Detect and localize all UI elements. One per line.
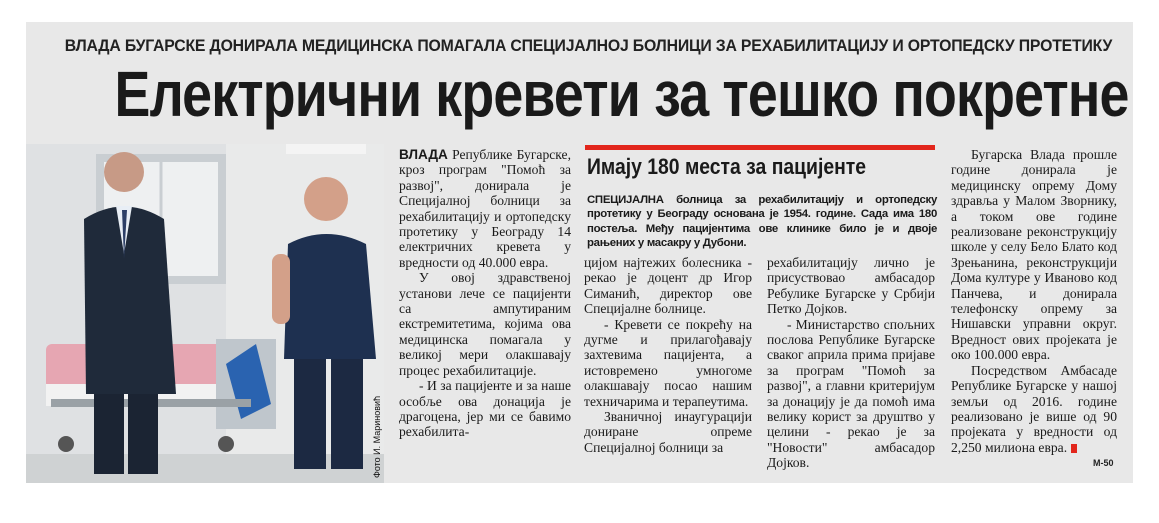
sidebar-text: СПЕЦИЈАЛНА болница за рехабилитацију и ортопедску протетику у Београду основана је 1954. године. Сада има 180 постеља. Међу пацијентима ове клинике било је и двоје рањених у масакру у Дубони.: [587, 194, 937, 250]
col2-paragraph-1: цијом најтежих болесника - рекао је доцент др Игор Симанић, директор ове Специјалне болнице.: [584, 255, 752, 317]
col4-paragraph-1: Бугарска Влада прошле године донирала је медицинску опрему Дому здравља у Малом Зворнику, а током ове године реализоване реконструкцију школе у селу Бело Блато код Зрењанина, реконструкцији Дома културе у Ивановo код Панчева, и донирала телефонску опрему за Нишавски управни округ. Вредност ових пројеката је око 100.000 евра.: [951, 147, 1117, 363]
headline: Електрични кревети за тешко покретне: [114, 58, 1129, 130]
col1-paragraph-1: Републике Бугарске, кроз програм "Помоћ за развој", донирала је Специјалној болници за рехабилитацију и ортопедску протетику у Београду 14 електричних кревета у вредности од 40.000 евра.: [399, 147, 571, 270]
photo-credit: Фото И. Мариновић: [372, 395, 382, 478]
article-column-1: [399, 147, 571, 440]
article-column-3: [767, 255, 935, 471]
article-column-4: [951, 147, 1117, 455]
kicker: ВЛАДА БУГАРСКЕ ДОНИРАЛА МЕДИЦИНСКА ПОМАГАЛА СПЕЦИЈАЛНОЈ БОЛНИЦИ ЗА РЕХАБИЛИТАЦИЈУ И ОРТОПЕДСКУ ПРОТЕТИКУ: [64, 36, 1113, 55]
col3-paragraph-2: - Министарство спољних послова Републике Бугарске сваког априла прима пријаве за програм "Помоћ за развој", а главни критеријум за донацију је да помоћ има велику корист за друштво у целини - рекао је за "Новости" амбасадор Дојков.: [767, 316, 935, 471]
lead-word: ВЛАДА: [399, 147, 448, 162]
end-mark-icon: [1071, 444, 1077, 453]
col4-paragraph-2: Посредством Амбасаде Републике Бугарске у нашој земљи од 2016. године реализовано је више од 90 пројеката у вредности од 2,250 милиона евра.: [951, 362, 1117, 455]
article-photo: [26, 144, 384, 483]
sidebar-title: Имају 180 места за пацијенте: [587, 154, 867, 179]
page-number: М-50: [1093, 458, 1114, 468]
col3-paragraph-1: рехабилитацију лично је присуствовао амбасадор Ребулике Бугарске у Србији Петко Дојков.: [767, 255, 935, 317]
col1-paragraph-2: У овој здравственој установи лече се пацијенти са ампутираним екстремитетима, којима ова медицинска помагала у великој мери олакшавају процес рехабилитације.: [399, 270, 571, 378]
sidebar-rule: [585, 145, 935, 150]
col2-paragraph-2: - Кревети се покрећу на дугме и прилагођавају захтевима пацијента, а истовремено умногоме олакшавају посао нашим техничарима и терапеутима.: [584, 316, 752, 409]
col2-paragraph-3: Званичној инаугурацији дониране опреме Специјалној болници за: [584, 409, 752, 455]
article-column-2: [584, 255, 752, 455]
col1-paragraph-3: - И за пацијенте и за наше особље ова донација је драгоцена, јер ми се бавимо рехабилита-: [399, 378, 571, 440]
